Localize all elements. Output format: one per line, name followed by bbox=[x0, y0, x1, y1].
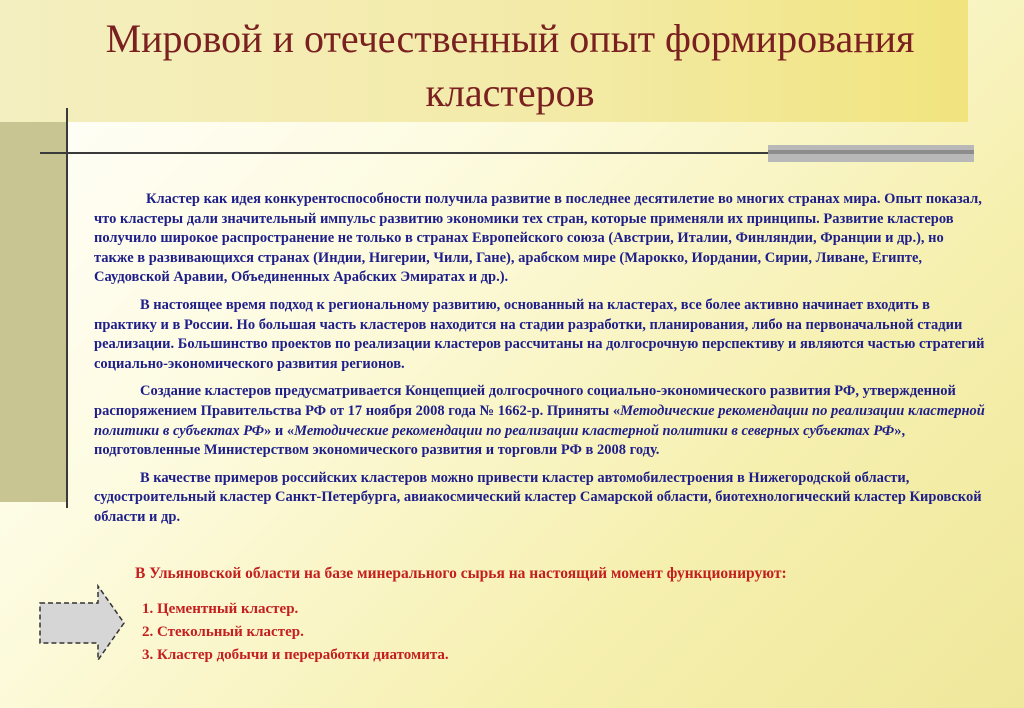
paragraph-2: В настоящее время подход к региональному развитию, основанный на кластерах, все более активно начинает входить в практику и в России. Но большая часть кластеров находится на стадии разработки, планирования, либо на первоначальной стадии реализации. Большинство проектов по реализации кластеров рассчитаны на долгосрочную перспективу и являются частью стратегий социально-экономического развития регионов. bbox=[94, 296, 985, 372]
paragraph-1: Кластер как идея конкурентоспособности получила развитие в последнее десятилетие во многих странах мира. Опыт показал, что кластеры дали значительный импульс развитию экономики тех стран, которые применяли их принципы. Развитие кластеров получило широкое распространение не только в странах Европейского союза (Австрии, Италии, Финляндии, Франции и др.), но также в развивающихся странах (Индии, Нигерии, Чили, Гане), арабском мире (Марокко, Иордании, Сирии, Ливане, Египте, Саудовской Аравии, Объединенных Арабских Эмиратах и др.). bbox=[94, 191, 982, 286]
paragraph-3 bbox=[94, 382, 986, 460]
side-decor-bar bbox=[0, 122, 66, 502]
dashed-right-arrow-icon bbox=[38, 583, 128, 668]
vertical-rule bbox=[66, 108, 68, 508]
list-item: 2. Стекольный кластер. bbox=[142, 624, 304, 640]
ulyanovsk-heading: В Ульяновской области на базе минерального сырья на настоящий момент функционируют: bbox=[135, 565, 787, 582]
slide-title: Мировой и отечественный опыт формирования кластеров bbox=[105, 16, 915, 115]
method-recommendations-1: Методические рекомендации по реализации кластерной политики в субъектах РФ bbox=[94, 402, 985, 439]
paragraph-3-part-2: » и « bbox=[264, 422, 295, 439]
list-item: 1. Цементный кластер. bbox=[142, 601, 299, 617]
paragraph-3-part-3: », подготовленные Министерством экономического развития и торговли РФ в 2008 году. bbox=[94, 422, 906, 459]
list-item: 3. Кластер добычи и переработки диатомита. bbox=[142, 647, 449, 663]
paragraph-3-part-1: Создание кластеров предусматривается Концепцией долгосрочного социально-экономического развития РФ, утвержденной распоряжением Правительства РФ от 17 ноября 2008 года № 1662-р. Приняты « bbox=[94, 383, 956, 419]
cluster-list bbox=[142, 598, 449, 667]
method-recommendations-2: Методические рекомендации по реализации кластерной политики в северных субъектах РФ bbox=[294, 422, 895, 439]
gray-decor-line bbox=[768, 150, 974, 154]
paragraph-4: В качестве примеров российских кластеров можно привести кластер автомобилестроения в Нижегородской области, судостроительный кластер Санкт-Петербурга, авиакосмический кластер Самарской области, биотехнологический кластер Кировской области и др. bbox=[94, 469, 982, 525]
body-text bbox=[94, 190, 986, 536]
